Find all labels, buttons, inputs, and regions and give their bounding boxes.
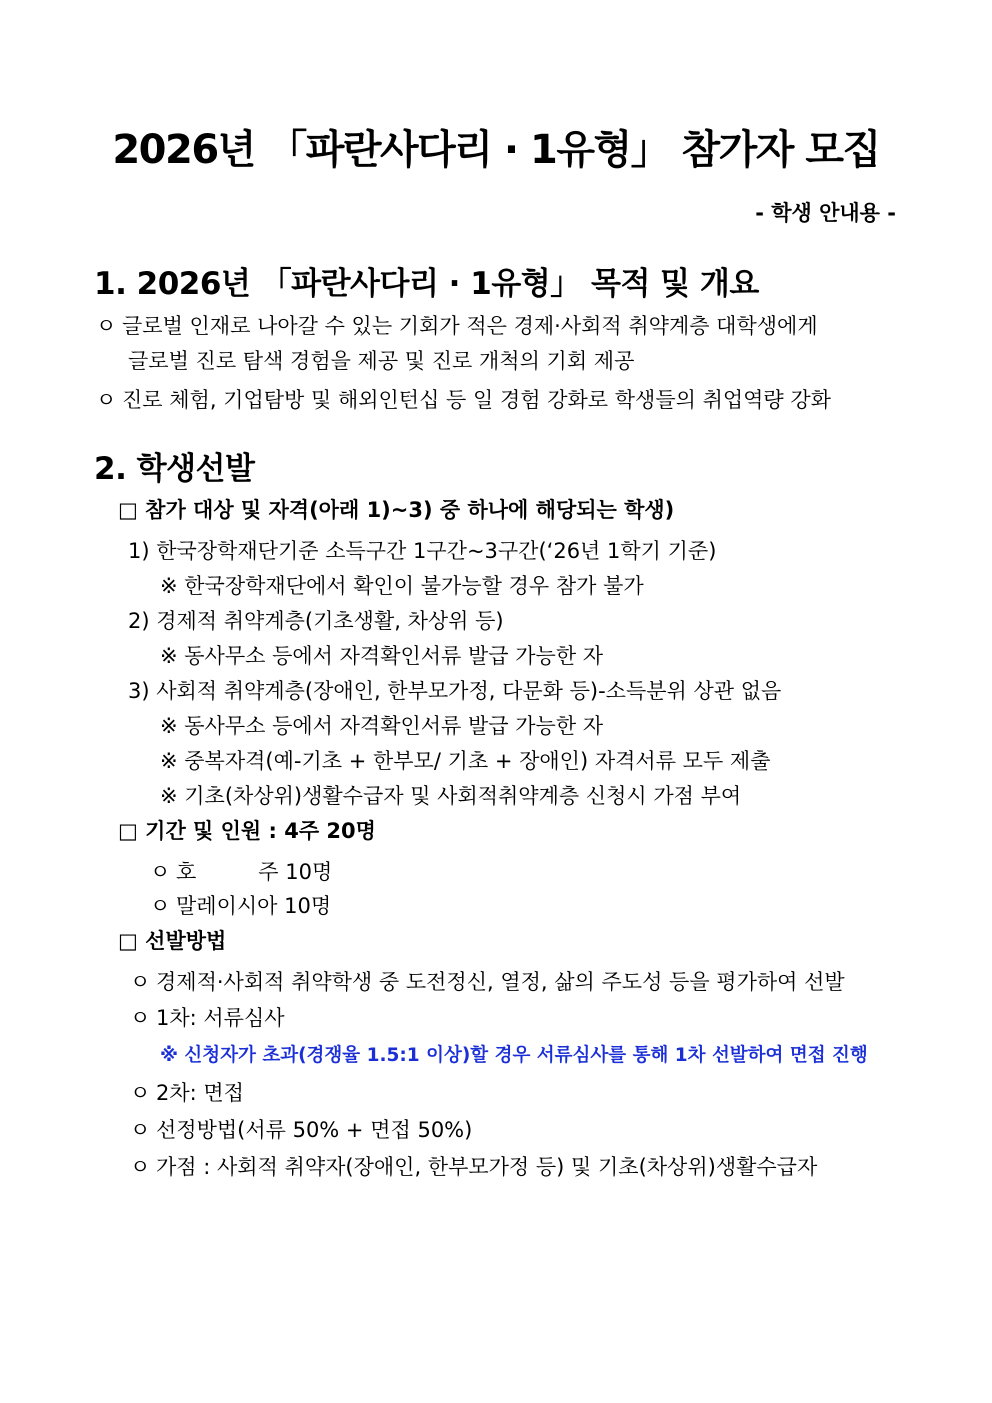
selection-item4: ㅇ 선정방법(서류 50% + 면접 50%) <box>130 1114 472 1144</box>
bullet-icon: ㅇ <box>130 970 151 994</box>
eligibility-item2: 2) 경제적 취약계층(기초생활, 차상위 등) <box>128 609 504 633</box>
eligibility-item3-note: ※ 기초(차상위)생활수급자 및 사회적취약계층 신청시 가점 부여 <box>160 784 742 808</box>
document-title: 2026년 「파란사다리 · 1유형」 참가자 모집 <box>112 127 880 173</box>
section1-item2: ㅇ 진로 체험, 기업탐방 및 해외인턴십 등 일 경험 강화로 학생들의 취업역량 강화 <box>96 384 831 414</box>
section1-item1-line1: ㅇ 글로벌 인재로 나아갈 수 있는 기회가 적은 경제·사회적 취약계층 대학생에게 <box>96 310 818 340</box>
bullet-icon: ㅇ <box>130 1155 151 1179</box>
section1-heading: 1. 2026년 「파란사다리 · 1유형」 목적 및 개요 <box>94 266 759 302</box>
selection-item2-note: ※ 신청자가 초과(경쟁율 1.5:1 이상)할 경우 서류심사를 통해 1차 선발하여 면접 진행 <box>160 1045 868 1066</box>
eligibility-item1: 1) 한국장학재단기준 소득구간 1구간~3구간(‘26년 1학기 기준) <box>128 539 717 563</box>
bullet-icon: ㅇ <box>130 1118 151 1142</box>
selection-header: □ 선발방법 <box>118 929 227 953</box>
eligibility-item3-note: ※ 중복자격(예-기초 + 한부모/ 기초 + 장애인) 자격서류 모두 제출 <box>160 749 771 773</box>
period-item-malaysia: ㅇ 말레이시아 10명 <box>150 890 331 920</box>
bullet-icon: ㅇ <box>150 860 171 884</box>
section1-item1-line2: 글로벌 진로 탐색 경험을 제공 및 진로 개척의 기회 제공 <box>128 349 635 373</box>
bullet-icon: ㅇ <box>96 388 117 412</box>
section2-heading: 2. 학생선발 <box>94 451 255 487</box>
document-subtitle: - 학생 안내용 - <box>755 201 896 225</box>
bullet-icon: ㅇ <box>130 1081 151 1105</box>
eligibility-item2-note: ※ 동사무소 등에서 자격확인서류 발급 가능한 자 <box>160 644 604 668</box>
eligibility-item1-note: ※ 한국장학재단에서 확인이 불가능할 경우 참가 불가 <box>160 574 644 598</box>
bullet-icon: ㅇ <box>150 894 171 918</box>
selection-item3: ㅇ 2차: 면접 <box>130 1077 244 1107</box>
eligibility-header: □ 참가 대상 및 자격(아래 1)~3) 중 하나에 해당되는 학생) <box>118 498 675 522</box>
selection-item2: ㅇ 1차: 서류심사 <box>130 1002 285 1032</box>
period-header: □ 기간 및 인원 : 4주 20명 <box>118 819 376 843</box>
bullet-icon: ㅇ <box>130 1006 151 1030</box>
selection-item1: ㅇ 경제적·사회적 취약학생 중 도전정신, 열정, 삶의 주도성 등을 평가하여 선발 <box>130 966 845 996</box>
bullet-icon: ㅇ <box>96 314 117 338</box>
eligibility-item3: 3) 사회적 취약계층(장애인, 한부모가정, 다문화 등)-소득분위 상관 없음 <box>128 679 782 703</box>
period-item-australia: ㅇ 호 주 10명 <box>150 856 332 886</box>
selection-item5: ㅇ 가점 : 사회적 취약자(장애인, 한부모가정 등) 및 기초(차상위)생활수급자 <box>130 1151 817 1181</box>
eligibility-item3-note: ※ 동사무소 등에서 자격확인서류 발급 가능한 자 <box>160 714 604 738</box>
